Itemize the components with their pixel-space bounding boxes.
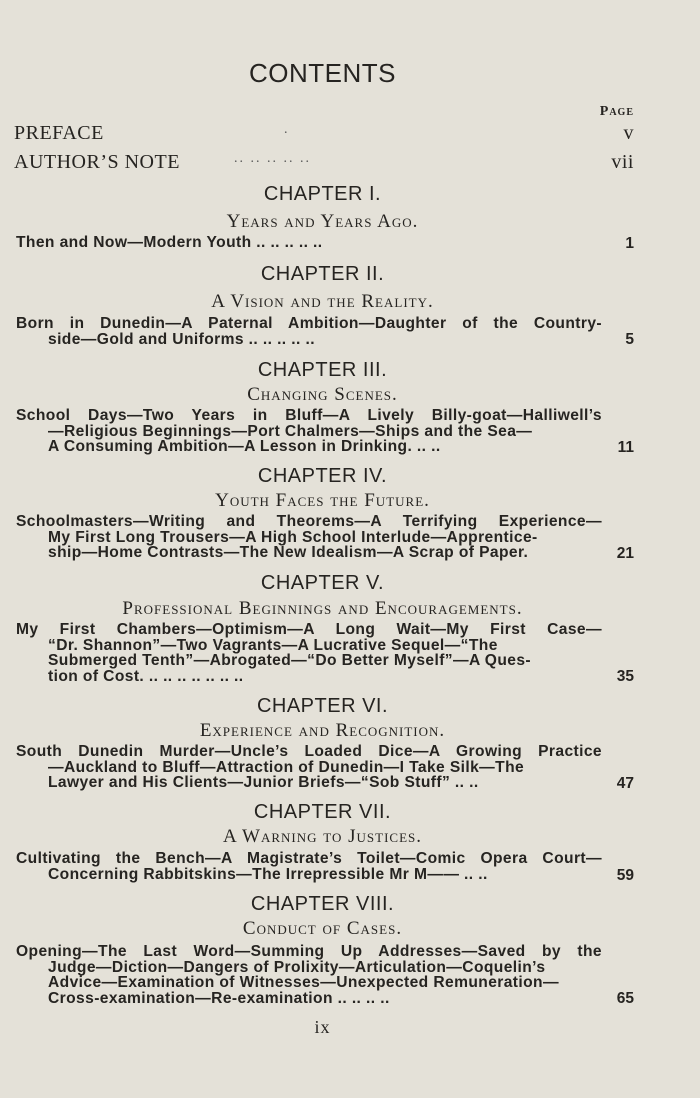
contents-line: Cultivating the Bench—A Magistrate’s Toilet—Comic Opera Court— [16, 850, 602, 867]
chapter-subtitle: A Vision and the Reality. [211, 291, 434, 312]
chapter-contents [16, 235, 602, 251]
page-column-header: Page [599, 104, 634, 119]
page-number: ix [314, 1017, 331, 1037]
chapter-heading: CHAPTER II. [260, 263, 385, 285]
chapter-page: 65 [616, 990, 634, 1007]
chapter-heading: CHAPTER I. [263, 183, 382, 205]
chapter-subtitle: A Warning to Justices. [222, 826, 423, 847]
contents-line: tion of Cost. .. .. .. .. .. .. .. [48, 667, 244, 685]
contents-line: Born in Dunedin—A Paternal Ambition—Daughter of the Country- [16, 315, 602, 332]
chapter-heading: CHAPTER VII. [253, 801, 392, 823]
chapter-contents [16, 744, 602, 791]
contents-line: South Dunedin Murder—Uncle’s Loaded Dice—A Growing Practice [16, 743, 602, 760]
chapter-subtitle: Youth Faces the Future. [215, 490, 430, 511]
contents-line: “Dr. Shannon”—Two Vagrants—A Lucrative Sequel—“The [48, 636, 498, 654]
chapter-heading: CHAPTER III. [257, 359, 388, 381]
contents-line: Lawyer and His Clients—Junior Briefs—“Sob Stuff” .. .. [48, 774, 479, 791]
contents-line: Judge—Diction—Dangers of Prolixity—Articulation—Coquelin’s [48, 958, 546, 976]
chapter-subtitle: Experience and Recognition. [199, 720, 446, 741]
dot-leader: . [284, 122, 290, 137]
page-title: CONTENTS [249, 58, 396, 88]
chapter-contents [16, 622, 602, 684]
contents-line: ship—Home Contrasts—The New Idealism—A Scrap of Paper. [48, 544, 529, 561]
contents-line: School Days—Two Years in Bluff—A Lively Billy-goat—Halliwell’s [16, 407, 602, 424]
chapter-heading: CHAPTER VIII. [250, 893, 395, 915]
contents-line: Then and Now—Modern Youth .. .. .. .. .. [16, 234, 323, 251]
chapter-contents [16, 851, 602, 882]
chapter-page: 21 [616, 545, 634, 562]
chapter-page: 1 [625, 235, 634, 252]
front-matter-page: v [623, 122, 634, 144]
chapter-heading: CHAPTER VI. [256, 695, 389, 717]
contents-line: My First Chambers—Optimism—A Long Wait—My First Case— [16, 621, 602, 638]
front-matter-label: AUTHOR’S NOTE [14, 151, 180, 173]
front-matter-preface [14, 122, 634, 145]
front-matter-label: PREFACE [14, 122, 104, 144]
chapter-page: 47 [616, 775, 634, 792]
chapter-subtitle: Changing Scenes. [247, 384, 398, 405]
contents-line: Advice—Examination of Witnesses—Unexpected Remuneration— [48, 974, 559, 991]
chapter-subtitle: Professional Beginnings and Encouragements. [122, 598, 523, 619]
chapter-subtitle: Conduct of Cases. [242, 918, 403, 939]
contents-line: —Religious Beginnings—Port Chalmers—Ships and the Sea— [48, 422, 533, 440]
chapter-heading: CHAPTER IV. [257, 465, 388, 487]
contents-line: Schoolmasters—Writing and Theorems—A Terrifying Experience— [16, 513, 602, 530]
chapter-heading: CHAPTER V. [260, 572, 385, 594]
dot-leader: .. .. .. .. .. [234, 151, 311, 166]
chapter-contents [16, 316, 602, 347]
chapter-page: 5 [625, 331, 634, 348]
front-matter-authors-note [14, 151, 634, 174]
contents-line: Concerning Rabbitskins—The Irrepressible Mr M—— .. .. [48, 865, 488, 883]
chapter-page: 11 [617, 439, 634, 456]
contents-line: A Consuming Ambition—A Lesson in Drinking. .. .. [48, 438, 441, 455]
contents-line: Cross-examination—Re-examination .. .. .. .. [48, 989, 390, 1007]
contents-line: Submerged Tenth”—Abrogated—“Do Better Myself”—A Ques- [48, 652, 531, 669]
chapter-page: 35 [616, 668, 634, 685]
contents-line: side—Gold and Uniforms .. .. .. .. .. [48, 330, 315, 348]
chapter-contents [16, 514, 602, 561]
contents-line: Opening—The Last Word—Summing Up Addresses—Saved by the [16, 943, 602, 960]
chapter-contents [16, 408, 602, 455]
contents-line: —Auckland to Bluff—Attraction of Dunedin—I Take Silk—The [48, 758, 525, 776]
chapter-contents [16, 944, 602, 1006]
front-matter-page: vii [611, 151, 634, 173]
chapter-page: 59 [616, 867, 634, 884]
contents-line: My First Long Trousers—A High School Interlude—Apprentice- [48, 528, 538, 546]
chapter-subtitle: Years and Years Ago. [226, 211, 419, 232]
